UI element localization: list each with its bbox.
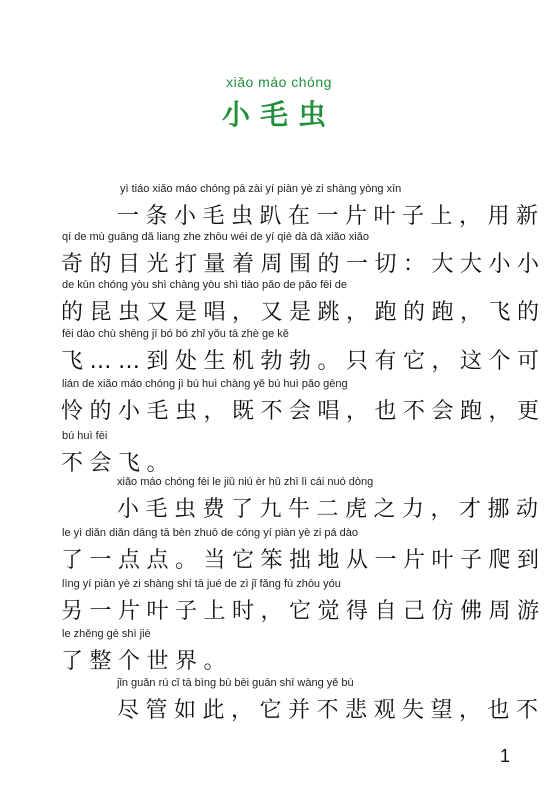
text-line	[0, 183, 558, 233]
line-text: 了一点点。当它笨拙地从一片叶子爬到	[61, 548, 546, 573]
text-line	[0, 677, 558, 727]
line-pinyin: le yì diǎn diǎn dāng tā bèn zhuō de cóng yí piàn yè zi pá dào	[62, 527, 358, 539]
title-pinyin: xiǎo máo chóng	[226, 74, 332, 90]
text-line	[0, 476, 558, 526]
line-pinyin: fēi dào chù shēng jī bó bó zhǐ yǒu tā zhè ge kě	[62, 328, 289, 340]
line-pinyin: jǐn guǎn rú cǐ tā bìng bù bēi guān shī wàng yě bù	[117, 677, 354, 689]
text-line	[0, 628, 558, 678]
line-text: 的昆虫又是唱，又是跳，跑的跑，飞的	[61, 300, 546, 325]
line-text: 不会飞。	[61, 451, 176, 476]
line-text: 另一片叶子上时，它觉得自己仿佛周游	[61, 599, 546, 624]
line-pinyin: lián de xiǎo máo chóng jì bú huì chàng yě bú huì pǎo gèng	[62, 378, 348, 390]
line-text: 飞……到处生机勃勃。只有它，这个可	[61, 349, 546, 374]
text-line	[0, 578, 558, 628]
line-text: 怜的小毛虫，既不会唱，也不会跑，更	[61, 399, 546, 424]
page-title: 小毛虫	[221, 98, 336, 131]
line-text: 奇的目光打量着周围的一切：大大小小	[61, 252, 546, 277]
text-line	[0, 279, 558, 329]
line-pinyin: lìng yí piàn yè zi shàng shí tā jué de zì jǐ fǎng fú zhōu yóu	[62, 578, 341, 590]
page-number: 1	[499, 746, 510, 766]
line-pinyin: de kūn chóng yòu shì chàng yòu shì tiào pǎo de pǎo fēi de	[62, 279, 347, 291]
line-pinyin: xiǎo máo chóng fèi le jiǔ niú èr hǔ zhī lì cái nuó dòng	[117, 476, 374, 488]
line-pinyin: yì tiáo xiǎo máo chóng pā zài yí piàn yè zi shàng yòng xīn	[120, 183, 402, 195]
line-text: 尽管如此，它并不悲观失望，也不	[117, 698, 545, 723]
line-pinyin: bú huì fēi	[62, 430, 108, 442]
text-line	[0, 527, 558, 577]
line-text: 一条小毛虫趴在一片叶子上，用新	[117, 204, 545, 229]
line-pinyin: qí de mù guāng dǎ liang zhe zhōu wéi de yí qiè dà dà xiǎo xiǎo	[62, 231, 369, 243]
text-line	[0, 430, 558, 480]
text-line	[0, 328, 558, 378]
text-line	[0, 378, 558, 428]
line-pinyin: le zhěng gè shì jiè	[62, 628, 151, 640]
line-text: 了整个世界。	[61, 649, 233, 674]
text-line	[0, 231, 558, 281]
line-text: 小毛虫费了九牛二虎之力，才挪动	[117, 497, 545, 522]
